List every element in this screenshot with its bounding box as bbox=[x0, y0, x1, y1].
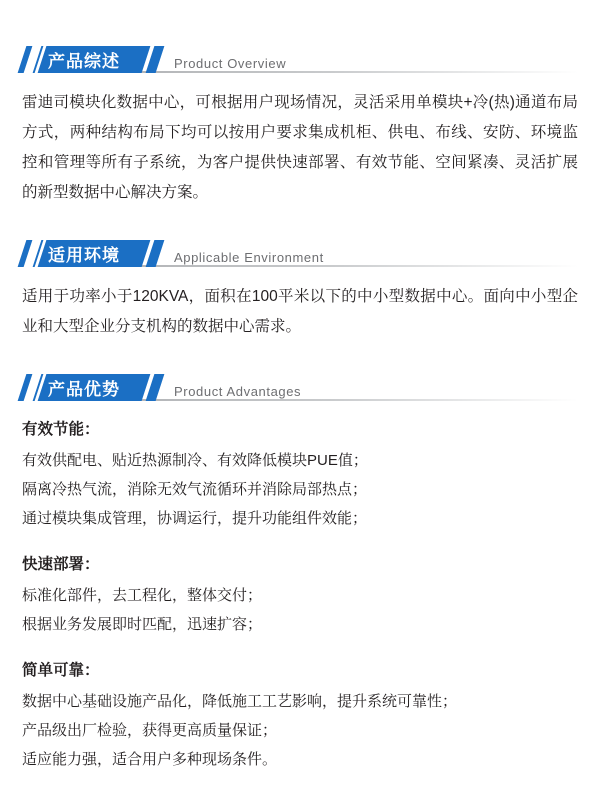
section-header-product-overview bbox=[22, 44, 578, 74]
section-title-zh: 适用环境 bbox=[48, 245, 120, 265]
section-header-applicable-environment bbox=[22, 238, 578, 268]
advantage-line: 数据中心基础设施产品化，降低施工工艺影响，提升系统可靠性； bbox=[22, 693, 458, 710]
section-title-zh: 产品优势 bbox=[48, 379, 120, 399]
advantage-title: 有效节能： bbox=[22, 421, 100, 438]
paragraph: 适用于功率小于120KVA，面积在100平米以下的中小型数据中心。面向中小型企业和大型企业分支机构的数据中心需求。 bbox=[22, 288, 578, 335]
advantage-line: 通过模块集成管理，协调运行，提升功能组件效能； bbox=[22, 510, 368, 527]
section-header-product-advantages bbox=[22, 372, 578, 402]
advantage-group bbox=[22, 551, 578, 639]
section-product-overview bbox=[22, 0, 578, 208]
advantage-line: 根据业务发展即时匹配，迅速扩容； bbox=[22, 616, 263, 633]
advantage-group bbox=[22, 416, 578, 533]
section-title-en: Product Advantages bbox=[174, 384, 302, 399]
advantage-group bbox=[22, 657, 578, 774]
section-product-advantages bbox=[22, 372, 578, 774]
banner-stripe-icon bbox=[24, 240, 42, 267]
section-title-en: Applicable Environment bbox=[174, 250, 324, 265]
section-title-en: Product Overview bbox=[174, 56, 287, 71]
advantage-title: 快速部署： bbox=[22, 556, 100, 573]
advantage-title: 简单可靠： bbox=[22, 662, 100, 679]
section-banner bbox=[18, 374, 151, 401]
section-banner bbox=[18, 46, 151, 73]
section-title-zh: 产品综述 bbox=[48, 51, 120, 71]
advantage-line: 产品级出厂检验，获得更高质量保证； bbox=[22, 722, 278, 739]
advantage-line: 有效供配电、贴近热源制冷、有效降低模块PUE值； bbox=[22, 452, 368, 469]
advantage-line: 适应能力强，适合用户多种现场条件。 bbox=[22, 751, 278, 768]
banner-stripe-icon bbox=[24, 46, 42, 73]
advantage-line: 隔离冷热气流，消除无效气流循环并消除局部热点； bbox=[22, 481, 368, 498]
section-banner bbox=[18, 240, 151, 267]
section-applicable-environment bbox=[22, 238, 578, 342]
paragraph: 雷迪司模块化数据中心，可根据用户现场情况，灵活采用单模块+冷(热)通道布局方式，两种结构布局下均可以按用户要求集成机柜、供电、布线、安防、环境监控和管理等所有子系统，为客户提供快速部署、有效节能、空间紧凑、灵活扩展的新型数据中心解决方案。 bbox=[22, 94, 578, 201]
advantage-line: 标准化部件，去工程化，整体交付； bbox=[22, 587, 263, 604]
banner-stripe-icon bbox=[24, 374, 42, 401]
